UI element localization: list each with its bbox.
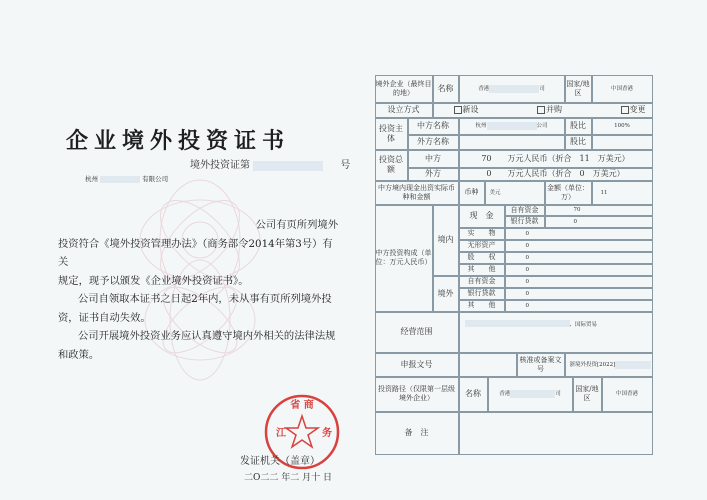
os-other-value: 0	[505, 300, 653, 312]
path-label: 投资路径（仅限第一层级境外企业）	[375, 377, 459, 412]
bank-loan-label: 银行贷款	[505, 216, 545, 228]
body-line: 公司有页所列境外	[255, 219, 338, 231]
redacted-area	[465, 320, 570, 327]
equity-label: 股 权	[459, 252, 505, 264]
company-prefix: 杭州	[85, 175, 98, 183]
foreign-total: 0 万元人民币（折合 0 万美元）	[459, 168, 653, 181]
overseas-enterprise-label: 境外企业（最终目的地）	[375, 75, 433, 103]
cash-label: 现 金	[459, 205, 505, 228]
scope-suffix: 、国际贸易	[569, 321, 598, 328]
cn-total: 70 万元人民币（折合 11 万美元）	[459, 150, 653, 168]
certificate-title: 企业境外投资证书	[66, 128, 291, 154]
own-funds-label: 自有资金	[505, 205, 545, 216]
cn-name-suffix: 公司	[536, 123, 548, 129]
checkbox-icon	[621, 106, 629, 114]
cn-share-value: 100%	[592, 118, 653, 135]
setup-option-change[interactable]	[621, 105, 646, 115]
cn-name-value	[459, 118, 565, 135]
domestic-label: 境内	[433, 205, 459, 276]
issue-date: 二O二二 年二 月十 日	[244, 473, 332, 483]
total-label: 投资总额	[375, 150, 408, 181]
physical-value: 0	[505, 228, 653, 240]
composition-label: 中方投资构成（单位：万元人民币）	[375, 205, 433, 312]
currency-value: 美元	[485, 181, 545, 205]
body-line: 和政策。	[58, 348, 100, 361]
bank-loan-value: 0	[545, 216, 653, 228]
svg-text:务: 务	[322, 428, 332, 439]
cn-name-label: 中方名称	[408, 118, 459, 135]
amount-value: 11	[592, 181, 653, 205]
approval-number: 浙境外投资[2022]	[569, 361, 616, 368]
intangible-label: 无形资产	[459, 240, 505, 252]
overseas-label: 境外	[433, 276, 459, 312]
setup-options	[433, 103, 653, 118]
redacted-area	[100, 176, 140, 183]
intangible-value: 0	[505, 240, 653, 252]
remark-value	[459, 412, 653, 455]
option-label: 新设	[462, 105, 479, 114]
os-bank-loan-label: 银行贷款	[459, 288, 505, 300]
cn-name-prefix: 杭州	[475, 123, 487, 129]
body-line: 公司自领取本证书之日起2年内，未从事有页所列境外投	[78, 293, 332, 305]
scope-value	[459, 312, 653, 353]
redacted-area	[510, 390, 555, 398]
issuer-label: 发证机关（盖章）	[240, 456, 320, 467]
redacted-area	[615, 361, 651, 369]
filing-label: 申报文号	[375, 353, 459, 377]
redacted-area	[487, 122, 537, 130]
foreign-label: 外方	[408, 168, 459, 181]
investor-label: 投资主体	[375, 118, 408, 150]
approval-label: 核准或备案文号	[517, 353, 565, 377]
path-name-value	[488, 377, 573, 412]
company-name	[85, 174, 168, 183]
name-prefix: 香港	[478, 85, 490, 92]
other-value: 0	[505, 264, 653, 276]
path-name-label: 名称	[459, 377, 488, 412]
svg-text:江: 江	[276, 428, 286, 439]
share-label: 股比	[565, 118, 592, 135]
path-name-prefix: 香港	[499, 391, 511, 397]
filing-value	[459, 353, 517, 377]
option-label: 变更	[629, 105, 646, 114]
body-line: 投资符合《境外投资管理办法》（商务部令2014年第3号）有关	[58, 237, 333, 268]
remark-label: 备 注	[375, 412, 459, 455]
name-label: 名称	[433, 75, 459, 103]
body-line: 规定，现予以颁发《企业境外投资证书》。	[58, 274, 249, 287]
svg-text:省 商: 省 商	[290, 400, 314, 411]
cert-no-prefix: 境外投资证第	[190, 160, 250, 171]
currency-label: 币种	[459, 181, 485, 205]
checkbox-icon	[454, 106, 462, 114]
other-label: 其 他	[459, 264, 505, 276]
foreign-name-label: 外方名称	[408, 135, 459, 150]
os-own-funds-label: 自有资金	[459, 276, 505, 288]
path-country-label: 国家/地区	[573, 377, 602, 412]
setup-option-merger[interactable]	[537, 105, 562, 115]
path-name-suffix: 司	[555, 391, 561, 397]
scope-label: 经营范围	[375, 312, 459, 353]
certificate-body	[58, 216, 338, 364]
body-line: 资，证书自动失效。	[58, 311, 151, 324]
amount-label: 金额（单位：万）	[545, 181, 592, 205]
cn-label: 中方	[408, 150, 459, 168]
path-country-value: 中国香港	[602, 377, 653, 412]
company-suffix: 有限公司	[142, 175, 169, 183]
body-line: 公司开展境外投资业务应认真遵守境内外相关的法律法规	[78, 330, 336, 342]
name-suffix: 司	[539, 85, 545, 92]
share-label: 股比	[565, 135, 592, 150]
redacted-area	[253, 161, 323, 171]
enterprise-name	[459, 75, 565, 103]
foreign-name-value	[459, 135, 565, 150]
certificate-number	[190, 156, 350, 171]
equity-value: 0	[505, 252, 653, 264]
physical-label: 实 物	[459, 228, 505, 240]
checkbox-icon	[537, 106, 545, 114]
country-label: 国家/地区	[565, 75, 592, 103]
os-other-label: 其 他	[459, 300, 505, 312]
option-label: 并购	[546, 105, 562, 114]
setup-label: 设立方式	[375, 103, 433, 118]
redacted-area	[489, 85, 539, 93]
cert-no-suffix: 号	[340, 160, 351, 171]
os-own-funds-value: 0	[505, 276, 653, 288]
os-bank-loan-value: 0	[505, 288, 653, 300]
cash-contribution-label: 中方境内现金出资实际币种和金额	[375, 181, 459, 205]
approval-value	[565, 353, 653, 377]
foreign-share-value	[592, 135, 653, 150]
own-funds-value: 70	[545, 205, 653, 216]
country-value: 中国香港	[592, 75, 653, 103]
setup-option-new[interactable]	[454, 105, 479, 115]
